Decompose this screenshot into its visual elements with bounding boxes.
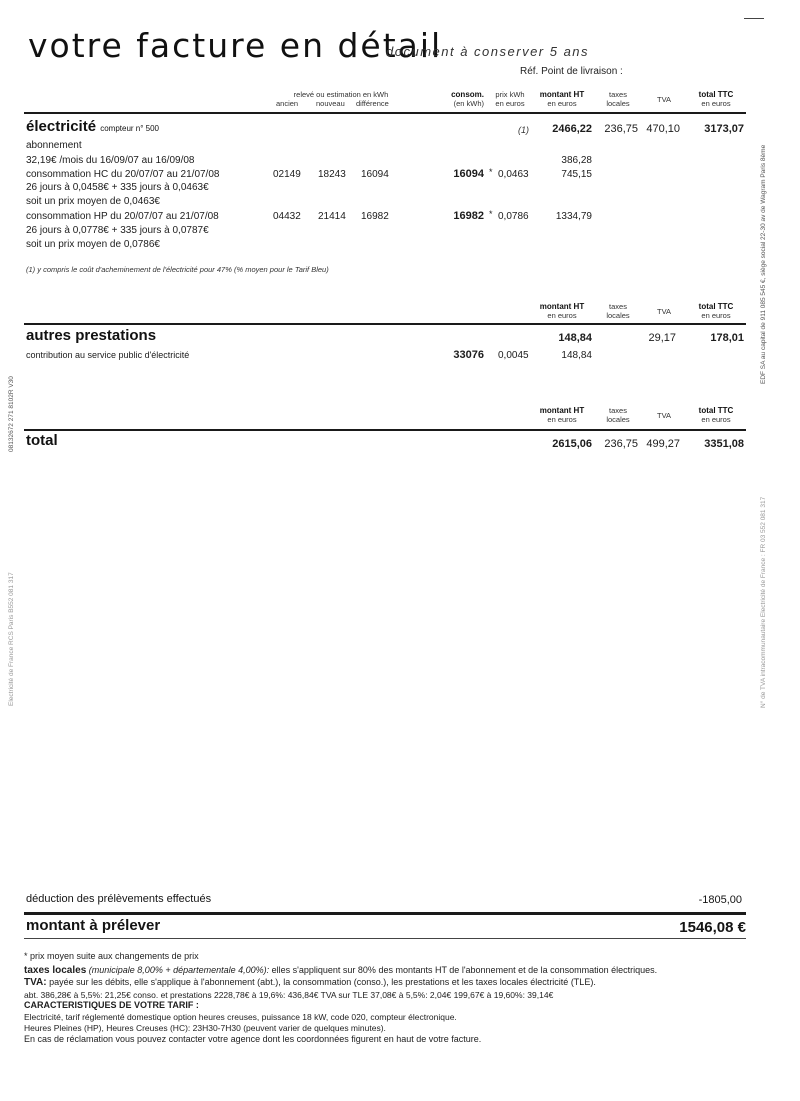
footer-reclamation: En cas de réclamation vous pouvez contacter votre agence dont les coordonnées figurent en haut de votre facture. [24, 1034, 482, 1044]
rule-total [24, 429, 746, 431]
col-tva: TVA [656, 95, 672, 104]
hc-consom: 16094 [453, 168, 484, 180]
section-total: total [26, 432, 58, 449]
elec-taxes: 236,75 [604, 123, 638, 135]
hp-ancien: 04432 [273, 211, 301, 222]
hp-montant: 1334,79 [555, 211, 592, 222]
line-abonnement: abonnement [26, 140, 82, 151]
elec-montant: 2466,22 [552, 123, 592, 135]
rule-prelever-bottom [24, 938, 746, 939]
hc-prix: 0,0463 [498, 169, 529, 180]
footer-carac-line2: Heures Pleines (HP), Heures Creuses (HC): 23H30-7H30 (peuvent varier de quelques minutes). [24, 1023, 386, 1033]
line-hp-detail2: soit un prix moyen de 0,0786€ [26, 239, 160, 250]
col-difference: différence [356, 99, 389, 108]
deduction-label: déduction des prélèvements effectués [26, 893, 212, 905]
autres-tva: 29,17 [648, 332, 676, 344]
col-ttc-2: total TTC [698, 302, 734, 311]
hc-star: * [489, 167, 493, 177]
col-tva-3: TVA [656, 411, 672, 420]
line-hp: consommation HP du 20/07/07 au 21/07/08 [26, 211, 219, 222]
rule-prelever [24, 912, 746, 915]
rule-autres [24, 323, 746, 325]
autres-ttc: 178,01 [710, 332, 744, 344]
col-ttc-unit: en euros [701, 99, 731, 108]
ref-point-livraison: Réf. Point de livraison : [520, 66, 623, 77]
col-montant-3: montant HT [539, 406, 585, 415]
col-prix-unit: en euros [495, 99, 525, 108]
hp-consom: 16982 [453, 210, 484, 222]
note-ref-1: (1) [518, 125, 529, 135]
col-prix: prix kWh [495, 90, 525, 99]
col-taxes: taxes [609, 90, 627, 99]
footer-star-note: * prix moyen suite aux changements de prix [24, 951, 199, 961]
deduction-value: -1805,00 [698, 894, 742, 906]
line-hp-detail1: 26 jours à 0,0778€ + 335 jours à 0,0787€ [26, 225, 209, 236]
hc-ancien: 02149 [273, 169, 301, 180]
footer-carac-title: CARACTERISTIQUES DE VOTRE TARIF : [24, 1000, 199, 1010]
col-ttc-unit-2: en euros [701, 311, 731, 320]
hc-nouveau: 18243 [318, 169, 346, 180]
col-consom: consom. [451, 90, 484, 99]
rule-electricite [24, 112, 746, 114]
section-autres-prestations: autres prestations [26, 327, 157, 344]
line-cspe: contribution au service public d'électricité [26, 350, 190, 360]
col-ttc-unit-3: en euros [701, 415, 731, 424]
col-montant: montant HT [539, 90, 585, 99]
col-ancien: ancien [276, 99, 299, 108]
line-hc: consommation HC du 20/07/07 au 21/07/08 [26, 169, 220, 180]
section-electricite: électricité compteur n° 500 [26, 118, 160, 135]
hc-diff: 16094 [361, 169, 389, 180]
autres-montant: 148,84 [558, 332, 592, 344]
margin-left-bottom: Electricité de France RCS Paris B552 081 317 [8, 572, 15, 706]
footer-abt-line: abt. 386,28€ à 5,5%: 21,25€ conso. et prestations 2228,78€ à 19,6%: 436,84€ TVA sur TLE 37,08€ à 5,5%: 2,04€ 199,67€ à 19,60%: 39,14€ [24, 990, 554, 1000]
col-nouveau: nouveau [316, 99, 345, 108]
footnote-acheminement: (1) y compris le coût d'acheminement de l'électricité pour 47% (% moyen pour le Tarif Bleu) [26, 265, 329, 274]
prelever-label: montant à prélever [26, 917, 161, 934]
col-releve: relevé ou estimation en kWh [293, 90, 389, 99]
page-title: votre facture en détail [28, 26, 443, 65]
line-abo-detail: 32,19€ /mois du 16/09/07 au 16/09/08 [26, 155, 195, 166]
col-ttc: total TTC [698, 90, 734, 99]
col-montant-unit: en euros [547, 99, 577, 108]
total-montant: 2615,06 [552, 438, 592, 450]
col-ttc-3: total TTC [698, 406, 734, 415]
corner-dash [744, 18, 764, 19]
col-consom-unit: (en kWh) [453, 99, 484, 108]
elec-tva: 470,10 [646, 123, 680, 135]
col-montant-unit-3: en euros [547, 415, 577, 424]
total-ttc: 3351,08 [704, 438, 744, 450]
col-taxes-3: taxes [609, 406, 627, 415]
hp-diff: 16982 [361, 211, 389, 222]
col-taxes-unit: locales [606, 99, 630, 108]
footer-taxes-locales: taxes locales (municipale 8,00% + départementale 4,00%): elles s'appliquent sur 80% des montants HT de l'abonnement et de la consommation électriques. [24, 965, 658, 976]
footer-tva: TVA: payée sur les débits, elle s'applique à l'abonnement (abt.), la consommation (conso.), les prestations et les taxes locales électricité (TLE). [24, 977, 596, 988]
hc-montant: 745,15 [561, 169, 592, 180]
col-montant-unit-2: en euros [547, 311, 577, 320]
col-taxes-2: taxes [609, 302, 627, 311]
cspe-montant: 148,84 [561, 350, 592, 361]
hp-star: * [489, 209, 493, 219]
footer-carac-line1: Electricité, tarif réglementé domestique option heures creuses, puissance 18 kW, code 020, compteur électronique. [24, 1012, 457, 1022]
total-taxes: 236,75 [604, 438, 638, 450]
line-hc-detail2: soit un prix moyen de 0,0463€ [26, 196, 160, 207]
elec-ttc: 3173,07 [704, 123, 744, 135]
margin-right-bottom: N° de TVA intracommunautaire Electricité de France : FR 03 552 081 317 [760, 496, 767, 708]
col-taxes-unit-2: locales [606, 311, 630, 320]
col-taxes-unit-3: locales [606, 415, 630, 424]
cspe-consom: 33076 [453, 349, 484, 361]
col-montant-2: montant HT [539, 302, 585, 311]
line-hc-detail1: 26 jours à 0,0458€ + 335 jours à 0,0463€ [26, 182, 209, 193]
hp-prix: 0,0786 [498, 211, 529, 222]
margin-left-top: 08132672 271 8102R V30 [8, 376, 15, 452]
margin-right-top: EDF SA au capital de 911 085 545 €, siège social 22-30 av de Wagram Paris 8ème [760, 144, 767, 384]
cspe-prix: 0,0045 [498, 350, 529, 361]
total-tva: 499,27 [646, 438, 680, 450]
page-subtitle: document à conserver 5 ans [386, 44, 590, 59]
hp-nouveau: 21414 [318, 211, 346, 222]
col-tva-2: TVA [656, 307, 672, 316]
abo-montant: 386,28 [561, 155, 592, 166]
prelever-value: 1546,08 € [679, 919, 746, 936]
